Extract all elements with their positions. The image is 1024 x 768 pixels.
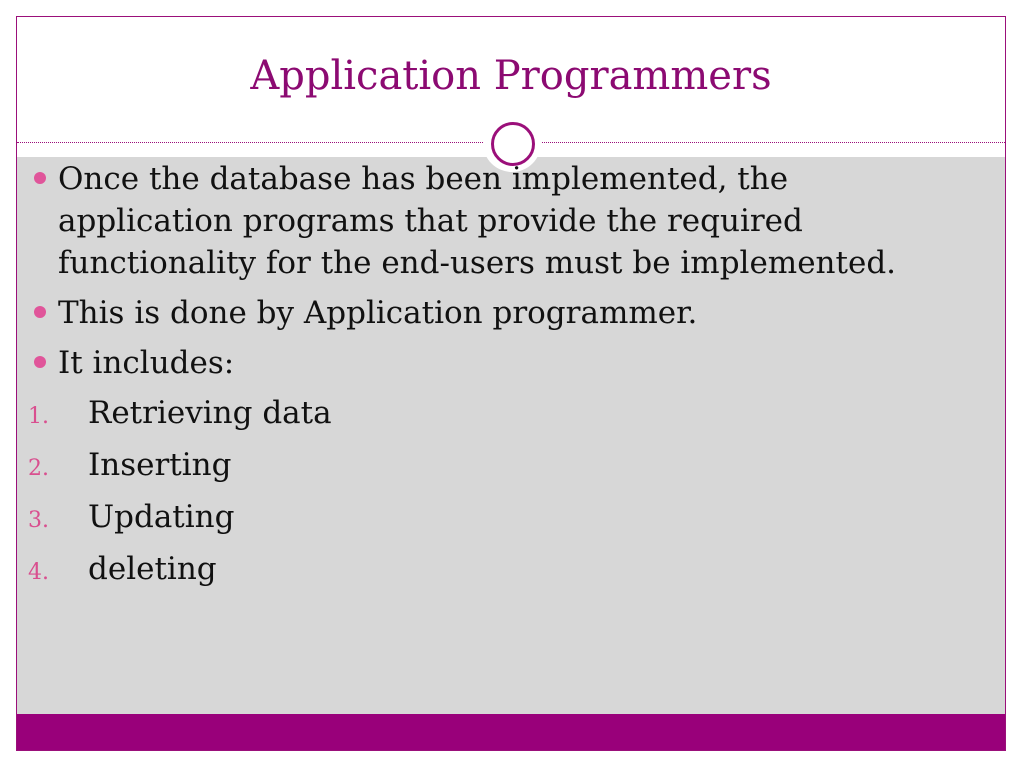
bullet-text: This is done by Application programmer. (58, 295, 698, 331)
slide-title: Application Programmers (250, 53, 772, 99)
slide-body (30, 158, 950, 600)
bullet-item (30, 292, 950, 334)
numbered-text: Inserting (88, 447, 232, 483)
bullet-item (30, 342, 950, 384)
number-label: 1. (28, 404, 49, 429)
numbered-item (30, 392, 950, 434)
footer-bar (17, 714, 1005, 750)
bullet-icon (34, 356, 46, 368)
bullet-icon (34, 306, 46, 318)
numbered-item (30, 444, 950, 486)
bullet-item (30, 158, 950, 284)
number-label: 2. (28, 456, 49, 481)
numbered-text: Updating (88, 499, 235, 535)
numbered-text: deleting (88, 551, 217, 587)
numbered-text: Retrieving data (88, 395, 332, 431)
bullet-text: It includes: (58, 345, 235, 381)
bullet-text: Once the database has been implemented, the application programs that provide the required functionality for the end-users must be implemented. (58, 161, 897, 281)
numbered-item (30, 548, 950, 590)
number-label: 4. (28, 560, 49, 585)
numbered-item (30, 496, 950, 538)
number-label: 3. (28, 508, 49, 533)
bullet-icon (34, 172, 46, 184)
